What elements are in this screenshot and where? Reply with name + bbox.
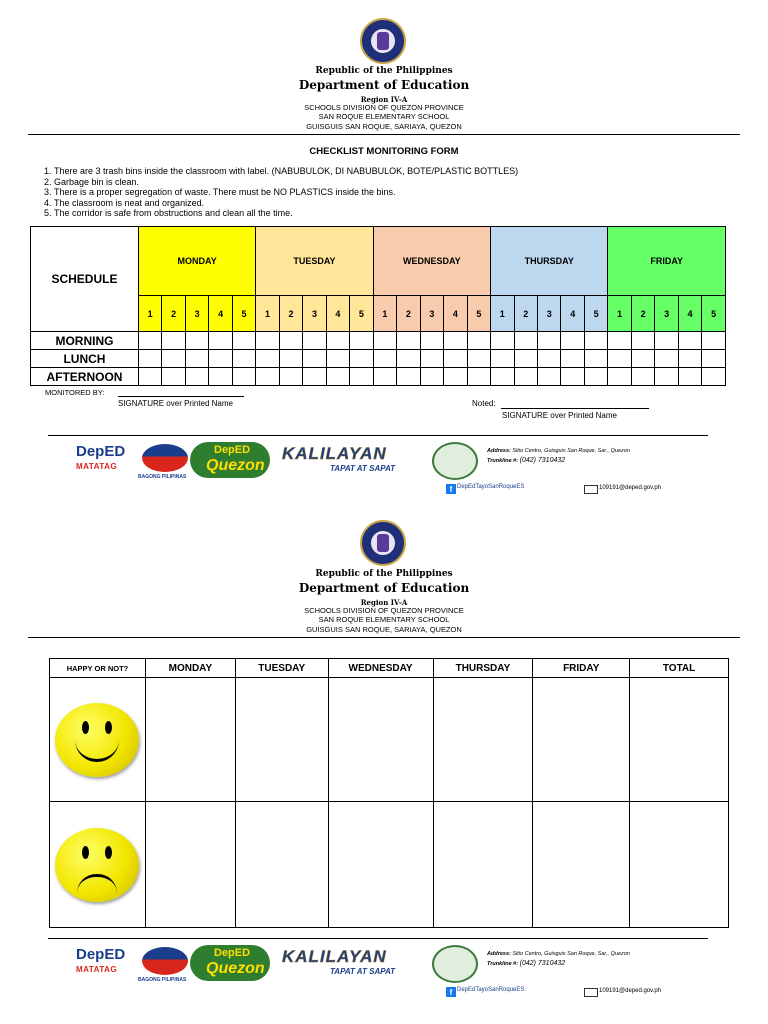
day-header-wednesday: WEDNESDAY <box>373 227 490 296</box>
table-cell[interactable] <box>433 802 533 928</box>
sad-face-icon <box>55 828 139 902</box>
region-line: Region IV-A <box>360 95 408 104</box>
checklist-cell[interactable] <box>444 332 467 350</box>
checklist-cell[interactable] <box>303 332 326 350</box>
checklist-cell[interactable] <box>279 368 302 386</box>
checklist-cell[interactable] <box>608 332 631 350</box>
period-number: 3 <box>185 296 208 332</box>
header-divider <box>28 134 740 135</box>
checklist-cell[interactable] <box>678 332 701 350</box>
checklist-cell[interactable] <box>350 368 373 386</box>
facebook-link[interactable]: DepEdTayoSanRoqueES <box>457 987 525 993</box>
checklist-cell[interactable] <box>373 368 396 386</box>
checklist-cell[interactable] <box>138 350 161 368</box>
checklist-cell[interactable] <box>232 332 255 350</box>
col-tuesday: TUESDAY <box>235 659 328 678</box>
checklist-cell[interactable] <box>538 368 561 386</box>
checklist-cell[interactable] <box>162 350 185 368</box>
checklist-cell[interactable] <box>655 332 678 350</box>
bagong-pilipinas-emblem <box>142 444 188 472</box>
checklist-cell[interactable] <box>444 350 467 368</box>
checklist-cell[interactable] <box>702 350 726 368</box>
checklist-cell[interactable] <box>420 350 443 368</box>
checklist-cell[interactable] <box>538 350 561 368</box>
table-cell[interactable] <box>235 678 328 802</box>
checklist-cell[interactable] <box>303 368 326 386</box>
checklist-cell[interactable] <box>397 332 420 350</box>
footer <box>0 943 768 1003</box>
period-number: 1 <box>138 296 161 332</box>
footer-divider <box>48 938 708 939</box>
checklist-cell[interactable] <box>232 350 255 368</box>
checklist-cell[interactable] <box>584 350 607 368</box>
checklist-cell[interactable] <box>397 368 420 386</box>
happy-table <box>49 658 729 928</box>
period-number: 4 <box>326 296 349 332</box>
checklist-cell[interactable] <box>256 332 279 350</box>
checklist-cell[interactable] <box>326 368 349 386</box>
checklist-cell[interactable] <box>256 368 279 386</box>
checklist-cell[interactable] <box>185 332 208 350</box>
checklist-cell[interactable] <box>608 368 631 386</box>
checklist-cell[interactable] <box>561 368 584 386</box>
period-number: 3 <box>303 296 326 332</box>
trunkline-value: (042) 7310432 <box>519 960 566 967</box>
header-divider <box>28 637 740 638</box>
kalilayan-logo: KALILAYAN <box>282 947 387 966</box>
division-line: SCHOOLS DIVISION OF QUEZON PROVINCE <box>304 606 464 615</box>
schedule-row-label: MORNING <box>31 332 139 350</box>
day-header-friday: FRIDAY <box>608 227 726 296</box>
checklist-cell[interactable] <box>326 350 349 368</box>
checklist <box>32 166 754 219</box>
period-number: 5 <box>467 296 490 332</box>
table-cell[interactable] <box>533 678 630 802</box>
table-cell[interactable] <box>235 802 328 928</box>
checklist-cell[interactable] <box>420 368 443 386</box>
checklist-cell[interactable] <box>584 332 607 350</box>
location-line: GUISGUIS SAN ROQUE, SARIAYA, QUEZON <box>306 122 462 131</box>
period-number: 2 <box>397 296 420 332</box>
table-cell[interactable] <box>145 802 235 928</box>
period-number: 5 <box>702 296 726 332</box>
republic-line: Republic of the Philippines <box>315 66 453 76</box>
checklist-item: 4. The classroom is neat and organized. <box>54 198 754 209</box>
checklist-cell[interactable] <box>678 368 701 386</box>
noted-signature-line <box>501 408 649 409</box>
period-number: 2 <box>279 296 302 332</box>
department-title: Department of Education <box>298 78 470 92</box>
day-header-monday: MONDAY <box>138 227 255 296</box>
kalilayan-logo: KALILAYAN <box>282 444 387 463</box>
checklist-cell[interactable] <box>185 368 208 386</box>
checklist-cell[interactable] <box>373 350 396 368</box>
schedule-table <box>30 226 726 386</box>
checklist-cell[interactable] <box>631 368 654 386</box>
trunkline-label: Trunkline #: <box>487 961 519 967</box>
table-cell[interactable] <box>328 802 433 928</box>
email-icon <box>584 988 598 997</box>
address-label: Address: <box>487 448 511 454</box>
checklist-cell[interactable] <box>209 332 232 350</box>
tapat-logo: TAPAT AT SAPAT <box>330 967 396 976</box>
email-link[interactable]: 109191@deped.gov.ph <box>599 988 662 994</box>
address-value: Sitio Centro, Guisguis San Roque, Sar., Quezon <box>512 448 630 454</box>
checklist-cell[interactable] <box>514 368 537 386</box>
noted-label: Noted: <box>472 399 496 408</box>
email-icon <box>584 485 598 494</box>
period-number: 1 <box>608 296 631 332</box>
trunkline-label: Trunkline #: <box>487 458 519 464</box>
checklist-cell[interactable] <box>702 332 726 350</box>
tapat-logo: TAPAT AT SAPAT <box>330 464 396 473</box>
facebook-icon: f <box>446 484 456 494</box>
deped-seal-logo <box>360 18 406 64</box>
checklist-cell[interactable] <box>232 368 255 386</box>
table-cell[interactable] <box>630 678 729 802</box>
col-thursday: THURSDAY <box>433 659 533 678</box>
checklist-cell[interactable] <box>138 368 161 386</box>
period-number: 4 <box>561 296 584 332</box>
table-row-sad <box>50 802 729 928</box>
location-line: GUISGUIS SAN ROQUE, SARIAYA, QUEZON <box>306 625 462 634</box>
period-number: 1 <box>373 296 396 332</box>
checklist-cell[interactable] <box>655 350 678 368</box>
checklist-cell[interactable] <box>608 350 631 368</box>
checklist-cell[interactable] <box>655 368 678 386</box>
form-title: CHECKLIST MONITORING FORM <box>309 146 459 157</box>
checklist-cell[interactable] <box>631 350 654 368</box>
checklist-cell[interactable] <box>373 332 396 350</box>
deped-logo: DepED <box>76 946 126 963</box>
period-number: 4 <box>209 296 232 332</box>
noted-signature-caption: SIGNATURE over Printed Name <box>502 411 617 420</box>
checklist-cell[interactable] <box>162 332 185 350</box>
schedule-row-label: LUNCH <box>31 350 139 368</box>
day-header-thursday: THURSDAY <box>491 227 608 296</box>
period-number: 1 <box>491 296 514 332</box>
col-friday: FRIDAY <box>533 659 630 678</box>
checklist-cell[interactable] <box>162 368 185 386</box>
checklist-cell[interactable] <box>303 350 326 368</box>
checklist-cell[interactable] <box>678 350 701 368</box>
republic-line: Republic of the Philippines <box>315 569 453 579</box>
checklist-item: 2. Garbage bin is clean. <box>54 177 754 188</box>
checklist-item: 1. There are 3 trash bins inside the classroom with label. (NABUBULOK, DI NABUBULOK, BOTE/PLASTIC BOTTLES) <box>54 166 754 177</box>
period-number: 5 <box>584 296 607 332</box>
checklist-cell[interactable] <box>444 368 467 386</box>
signature-caption: SIGNATURE over Printed Name <box>118 399 233 408</box>
footer-divider <box>48 435 708 436</box>
deped-seal-logo <box>360 520 406 566</box>
footer <box>0 440 768 500</box>
checklist-cell[interactable] <box>631 332 654 350</box>
deped-logo: DepED <box>76 443 126 460</box>
schedule-row <box>31 350 726 368</box>
checklist-cell[interactable] <box>702 368 726 386</box>
period-number: 3 <box>420 296 443 332</box>
checklist-cell[interactable] <box>491 368 514 386</box>
day-header-tuesday: TUESDAY <box>256 227 373 296</box>
table-cell[interactable] <box>145 678 235 802</box>
schedule-row-label: AFTERNOON <box>31 368 139 386</box>
table-row-happy <box>50 678 729 802</box>
facebook-link[interactable]: DepEdTayoSanRoqueES <box>457 484 525 490</box>
col-wednesday: WEDNESDAY <box>328 659 433 678</box>
matatag-logo: MATATAG <box>76 462 118 471</box>
department-title: Department of Education <box>298 581 470 595</box>
period-number: 2 <box>162 296 185 332</box>
checklist-item: 3. There is a proper segregation of waste. There must be NO PLASTICS inside the bins. <box>54 187 754 198</box>
checklist-cell[interactable] <box>561 332 584 350</box>
period-number: 2 <box>514 296 537 332</box>
checklist-item: 5. The corridor is safe from obstructions and clean all the time. <box>54 208 754 219</box>
matatag-logo: MATATAG <box>76 965 118 974</box>
address-label: Address: <box>487 951 511 957</box>
checklist-cell[interactable] <box>350 350 373 368</box>
school-seal-logo <box>432 442 478 480</box>
period-number: 4 <box>444 296 467 332</box>
checklist-cell[interactable] <box>209 350 232 368</box>
checklist-cell[interactable] <box>584 368 607 386</box>
checklist-cell[interactable] <box>491 332 514 350</box>
period-number: 1 <box>256 296 279 332</box>
period-number: 4 <box>678 296 701 332</box>
schedule-label: SCHEDULE <box>31 227 139 332</box>
schedule-row <box>31 332 726 350</box>
checklist-cell[interactable] <box>138 332 161 350</box>
checklist-cell[interactable] <box>561 350 584 368</box>
facebook-icon: f <box>446 987 456 997</box>
checklist-cell[interactable] <box>467 350 490 368</box>
checklist-cell[interactable] <box>467 332 490 350</box>
email-link[interactable]: 109191@deped.gov.ph <box>599 485 662 491</box>
period-number: 3 <box>538 296 561 332</box>
deped-quezon-logo: DepED <box>214 444 251 456</box>
quezon-logo: Quezon <box>206 457 265 474</box>
checklist-cell[interactable] <box>467 368 490 386</box>
deped-quezon-logo: DepED <box>214 947 251 959</box>
period-number: 2 <box>631 296 654 332</box>
monitored-by-label: MONITORED BY: <box>45 388 105 397</box>
happy-face-icon <box>55 703 139 777</box>
checklist-cell[interactable] <box>514 332 537 350</box>
checklist-cell[interactable] <box>279 332 302 350</box>
bagong-pilipinas-label: BAGONG PILIPINAS <box>138 977 187 983</box>
school-seal-logo <box>432 945 478 983</box>
signature-line <box>118 396 244 397</box>
col-happy-or-not: HAPPY OR NOT? <box>50 659 146 678</box>
checklist-cell[interactable] <box>326 332 349 350</box>
school-line: SAN ROQUE ELEMENTARY SCHOOL <box>318 615 450 624</box>
checklist-cell[interactable] <box>491 350 514 368</box>
col-total: TOTAL <box>630 659 729 678</box>
checklist-cell[interactable] <box>350 332 373 350</box>
division-line: SCHOOLS DIVISION OF QUEZON PROVINCE <box>304 103 464 112</box>
checklist-cell[interactable] <box>209 368 232 386</box>
table-cell[interactable] <box>433 678 533 802</box>
checklist-cell[interactable] <box>397 350 420 368</box>
checklist-cell[interactable] <box>420 332 443 350</box>
checklist-cell[interactable] <box>256 350 279 368</box>
checklist-cell[interactable] <box>185 350 208 368</box>
table-cell[interactable] <box>630 802 729 928</box>
table-cell[interactable] <box>533 802 630 928</box>
col-monday: MONDAY <box>145 659 235 678</box>
period-number: 3 <box>655 296 678 332</box>
quezon-logo: Quezon <box>206 960 265 977</box>
region-line: Region IV-A <box>360 598 408 607</box>
checklist-cell[interactable] <box>538 332 561 350</box>
schedule-row <box>31 368 726 386</box>
table-cell[interactable] <box>328 678 433 802</box>
period-number: 5 <box>232 296 255 332</box>
bagong-pilipinas-label: BAGONG PILIPINAS <box>138 474 187 480</box>
checklist-cell[interactable] <box>514 350 537 368</box>
school-line: SAN ROQUE ELEMENTARY SCHOOL <box>318 112 450 121</box>
trunkline-value: (042) 7310432 <box>519 457 566 464</box>
checklist-cell[interactable] <box>279 350 302 368</box>
period-number: 5 <box>350 296 373 332</box>
address-value: Sitio Centro, Guisguis San Roque, Sar., Quezon <box>512 951 630 957</box>
bagong-pilipinas-emblem <box>142 947 188 975</box>
